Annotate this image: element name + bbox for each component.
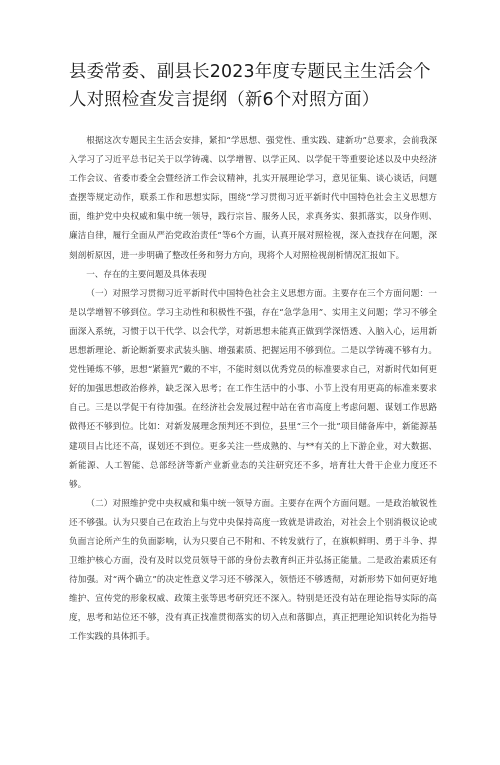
document-body	[69, 132, 437, 648]
subsection-2-paragraph: （二）对照维护党中央权威和集中统一领导方面。主要存在两个方面问题。一是政治敏锐性还不够强。认为只要自己在政治上与党中央保持高度一致就是讲政治，对社会上个别消极议论或负面言论所产生的负面影响，认为只要自己不附和、不转发就行了，在旗帜鲜明、勇于斗争、捍卫维护核心方面，没有及时以党员领导干部的身份去教育纠正并弘扬正能量。二是政治素质还有待加强。对“两个确立”的决定性意义学习还不够深入，领悟还不够透彻，对新形势下如何更好地维护、宣传党的形象权威、政策主张等思考研究还不深入。特别是还没有站在理论指导实际的高度，思考和站位还不够，没有真正找准贯彻落实的切入点和落脚点，真正把理论知识转化为指导工作实践的具体抓手。	[69, 498, 437, 643]
section-heading: 一、存在的主要问题及具体表现	[86, 269, 207, 280]
document-page	[0, 58, 500, 765]
subsection-1-paragraph: （一）对照学习贯彻习近平新时代中国特色社会主义思想方面。主要存在三个方面问题：一是以学增智不够到位。学习主动性和积极性不强，存在“急学急用”、实用主义问题；学习不够全面深入系统，习惯于以干代学、以会代学，对新思想未能真正做到学深悟透、入脑入心，运用新思想新理论、新论断新要求武装头脑、增强素质、把握运用不够到位。二是以学铸魂不够有力。党性锤炼不够，思想“紧箍咒”戴的不牢，不能时刻以优秀党员的标准要求自己，对新时代如何更好的加强思想政治修养，缺乏深入思考；在工作生活中的小事、小节上没有用更高的标准来要求自己。三是以学促干有待加强。在经济社会发展过程中站在省市高度上考虑问题、谋划工作思路做得还不够到位。比如：对新发展理念预判还不到位，县里“三个一批”项目储备库中，新能源基建项目占比还不高，谋划还不到位。更多关注一些成熟的、与**有关的上下游企业，对大数据、新能源、人工智能、总部经济等新产业新业态的关注研究还不多，培育壮大骨干企业力度还不够。	[69, 288, 437, 490]
document-title: 县委常委、副县长2023年度专题民主生活会个人对照检查发言提纲（新6个对照方面）	[69, 62, 431, 110]
intro-paragraph: 根据这次专题民主生活会安排，紧扣“学思想、强党性、重实践、建新功”总要求，会前我深入学习了习近平总书记关于以学铸魂、以学增智、以学正风、以学促干等重要论述以及中央经济工作会议、省委市委全会暨经济工作会议精神，扎实开展理论学习，意见征集、谈心谈话，问题查摆等规定动作，联系工作和思想实际，围绕“学习贯彻习近平新时代中国特色社会主义思想方面，维护党中央权威和集中统一领导，践行宗旨、服务人民，求真务实、狠抓落实，以身作则、廉洁自律，履行全面从严治党政治责任”等6个方面，认真开展对照检视，深入查找存在问题，深刻剖析原因，进一步明确了整改任务和努力方向，现将个人对照检视剖析情况汇报如下。	[69, 136, 437, 261]
